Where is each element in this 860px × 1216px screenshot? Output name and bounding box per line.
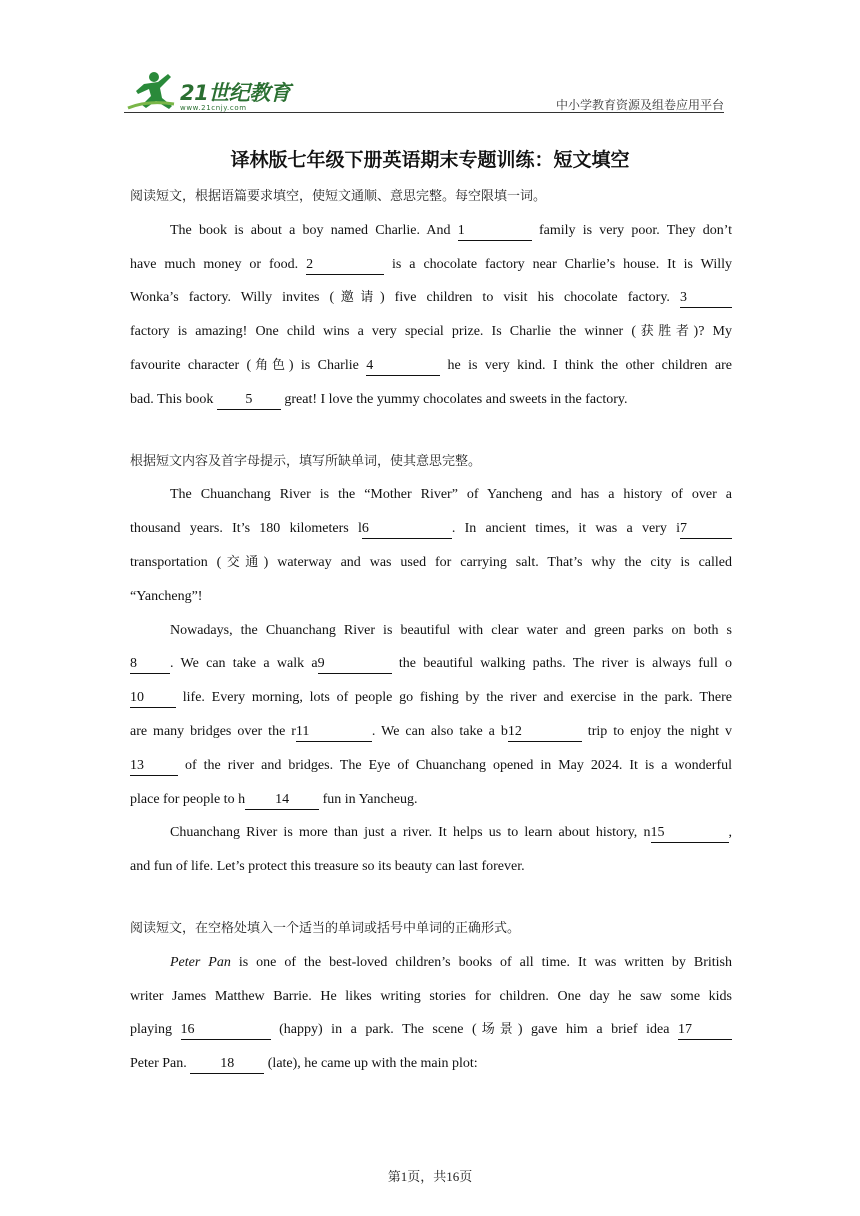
s2-line: 13 of the river and bridges. The Eye of Chuanchang opened in May 2024. It is a wonderful [130,752,732,786]
blank-9[interactable]: 9 [318,656,392,674]
s3-line: Peter Pan is one of the best-loved children’s books of all time. It was written by British [170,954,732,970]
s1-line: favourite character (角色) is Charlie 4 he is very kind. I think the other children are [130,352,732,386]
blank-18[interactable]: 18 [190,1056,264,1074]
section3-instruction: 阅读短文，在空格处填入一个适当的单词或括号中单词的正确形式。 [130,920,521,936]
runner-logo-icon [124,70,178,112]
blank-4[interactable]: 4 [366,358,440,376]
header-divider [124,112,724,113]
blank-16[interactable]: 16 [181,1022,271,1040]
document-body [130,183,732,1084]
s2-line: are many bridges over the r11 . We can also take a b12 trip to enjoy the night v [130,718,732,752]
section2-instruction: 根据短文内容及首字母提示，填写所缺单词，使其意思完整。 [130,453,482,469]
logo-url: www.21cnjy.com [180,104,247,112]
s2-line: thousand years. It’s 180 kilometers l6 . In ancient times, it was a very i7 [130,515,732,549]
s3-line: playing 16 (happy) in a park. The scene (场景) gave him a brief idea 17 [130,1016,732,1050]
section1-instruction: 阅读短文，根据语篇要求填空，使短文通顺、意思完整。每空限填一词。 [130,189,547,204]
blank-5[interactable]: 5 [217,392,281,410]
blank-8[interactable]: 8 [130,656,170,674]
s2-line: “Yancheng”! [130,588,203,604]
blank-10[interactable]: 10 [130,690,176,708]
logo [124,70,290,112]
blank-7[interactable]: 7 [680,521,732,539]
s2-line: and fun of life. Let’s protect this treasure so its beauty can last forever. [130,859,525,875]
s2-line: Chuanchang River is more than just a river. It helps us to learn about history, n15 , [130,819,732,853]
s2-line: 8 . We can take a walk a9 the beautiful walking paths. The river is always full o [130,650,732,684]
blank-1[interactable]: 1 [458,223,532,241]
s2-line: 10 life. Every morning, lots of people go fishing by the river and exercise in the park. There [130,684,732,718]
book-title: Peter Pan [170,954,231,970]
blank-12[interactable]: 12 [508,724,582,742]
page-header [124,66,724,114]
page-title: 译林版七年级下册英语期末专题训练：短文填空 [230,149,630,171]
blank-14[interactable]: 14 [245,792,319,810]
s1-line: The book is about a boy named Charlie. And 1 family is very poor. They don’t [130,217,732,251]
logo-text: 21世纪教育 [180,81,291,105]
s3-line: writer James Matthew Barrie. He likes writing stories for children. One day he saw some kids [130,988,732,1004]
blank-6[interactable]: 6 [362,521,452,539]
blank-11[interactable]: 11 [296,724,372,742]
s2-line: transportation (交通) waterway and was used for carrying salt. That’s why the city is called [130,554,732,570]
s2-line: The Chuanchang River is the “Mother River” of Yancheng and has a history of over a [170,487,732,503]
blank-2[interactable]: 2 [306,257,384,275]
s1-line: factory is amazing! One child wins a very special prize. Is Charlie the winner (获胜者)? My [130,324,732,340]
s3-line: Peter Pan. 18 (late), he came up with the main plot: [130,1050,732,1084]
blank-13[interactable]: 13 [130,758,178,776]
blank-17[interactable]: 17 [678,1022,732,1040]
blank-15[interactable]: 15 [651,825,729,843]
platform-name: 中小学教育资源及组卷应用平台 [555,98,724,112]
s2-line: place for people to h 14 fun in Yancheug. [130,786,732,820]
page-footer: 第1页，共16页 [387,1169,473,1184]
s1-line: bad. This book 5 great! I love the yummy chocolates and sweets in the factory. [130,386,732,420]
blank-3[interactable]: 3 [680,290,732,308]
s1-line: Wonka’s factory. Willy invites (邀请) five children to visit his chocolate factory. 3 [130,284,732,318]
s1-line: have much money or food. 2 is a chocolate factory near Charlie’s house. It is Willy [130,251,732,285]
s2-line: Nowadays, the Chuanchang River is beautiful with clear water and green parks on both s [170,622,732,638]
